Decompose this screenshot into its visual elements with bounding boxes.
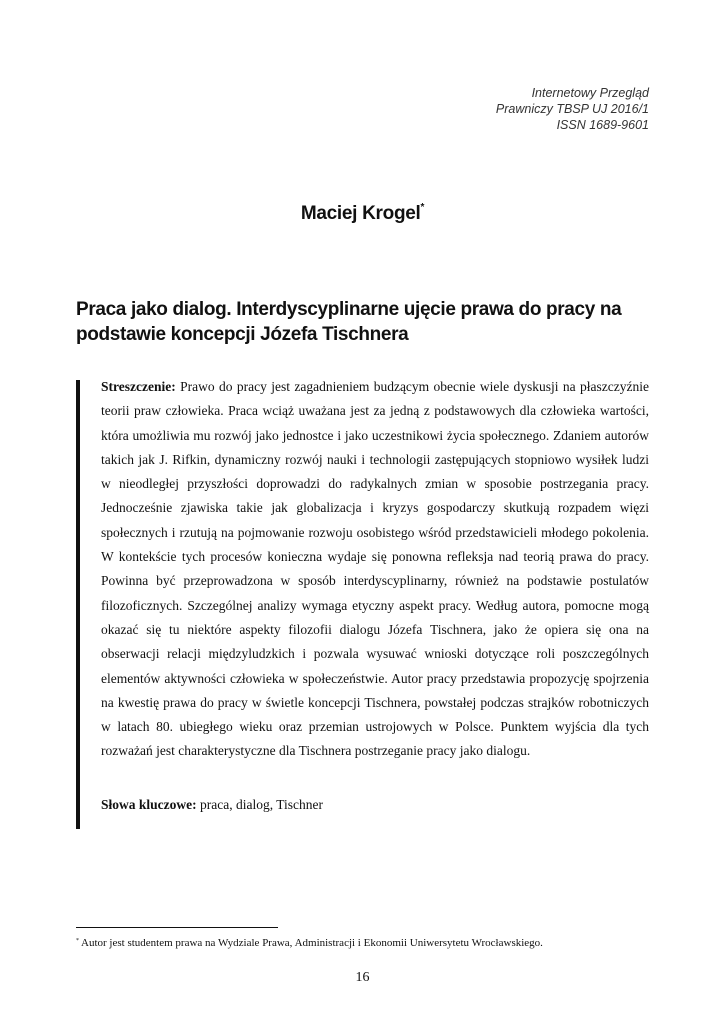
footnote-mark: * <box>76 938 79 944</box>
footnote-divider <box>76 927 278 928</box>
abstract-side-bar <box>76 380 80 829</box>
author-name: Maciej Krogel <box>300 203 421 224</box>
author-footnote-mark: * <box>420 201 425 213</box>
keywords-label: Słowa kluczowe: <box>101 797 197 812</box>
author-name-heading <box>0 203 725 225</box>
journal-name-line-2: Prawniczy TBSP UJ 2016/1 <box>495 102 649 116</box>
keywords-text: praca, dialog, Tischner <box>200 797 323 812</box>
footnote-text: Autor jest studentem prawa na Wydziale Prawa, Administracji i Ekonomii Uniwersytetu Wrocławskiego. <box>81 937 543 949</box>
journal-info <box>496 85 649 133</box>
journal-issn: ISSN 1689-9601 <box>556 118 649 132</box>
keywords <box>101 795 649 815</box>
abstract-text: Prawo do pracy jest zagadnieniem budzącym obecnie wiele dyskusji na płaszczyźnie teorii praw człowieka. Praca wciąż uważana jest za jedną z podstawowych dla człowieka wartości, która umożliwia mu rozwój jako jednostce i jako uczestnikowi życia społecznego. Zdaniem autorów takich jak J. Rifkin, dynamiczny rozwój nauki i technologii zastępujących stopniowo wysiłek ludzi w nieodległej przyszłości doprowadzi do radykalnych zmian w sposobie postrzegania pracy. Jednocześnie zjawiska takie jak globalizacja i kryzys gospodarczy skutkują rozpadem więzi społecznych i rzutują na pojmowanie rozwoju osobistego wśród przedstawicieli młodego pokolenia. W kontekście tych procesów konieczna wydaje się ponowna refleksja nad teorią prawa do pracy. Powinna być przeprowadzona w sposób interdyscyplinarny, również na podstawie postulatów filozoficznych. Szczególnej analizy wymaga etyczny aspekt pracy. Według autora, pomocne mogą okazać się tu niektóre aspekty filozofii dialogu Józefa Tischnera, jako że opiera się ona na obserwacji relacji międzyludzkich i pozwala wysuwać wnioski dotyczące roli poszczególnych elementów aktywności człowieka w społeczeństwie. Autor pracy przedstawia propozycję spojrzenia na kwestię prawa do pracy w świetle koncepcji Tischnera, powstałej podczas strajków robotniczych w latach 80. ubiegłego wieku oraz przemian ustrojowych w Polsce. Punktem wyjścia dla tych rozważań jest charakterystyczne dla Tischnera postrzeganie pracy jako dialogu. <box>101 379 649 759</box>
journal-name-line-1: Internetowy Przegląd <box>531 86 649 100</box>
footnote <box>76 934 676 950</box>
abstract <box>101 375 649 764</box>
abstract-label: Streszczenie: <box>101 379 176 394</box>
article-title: Praca jako dialog. Interdyscyplinarne ujęcie prawa do pracy na podstawie koncepcji Józefa Tischnera <box>76 299 622 345</box>
page-number: 16 <box>355 970 370 985</box>
